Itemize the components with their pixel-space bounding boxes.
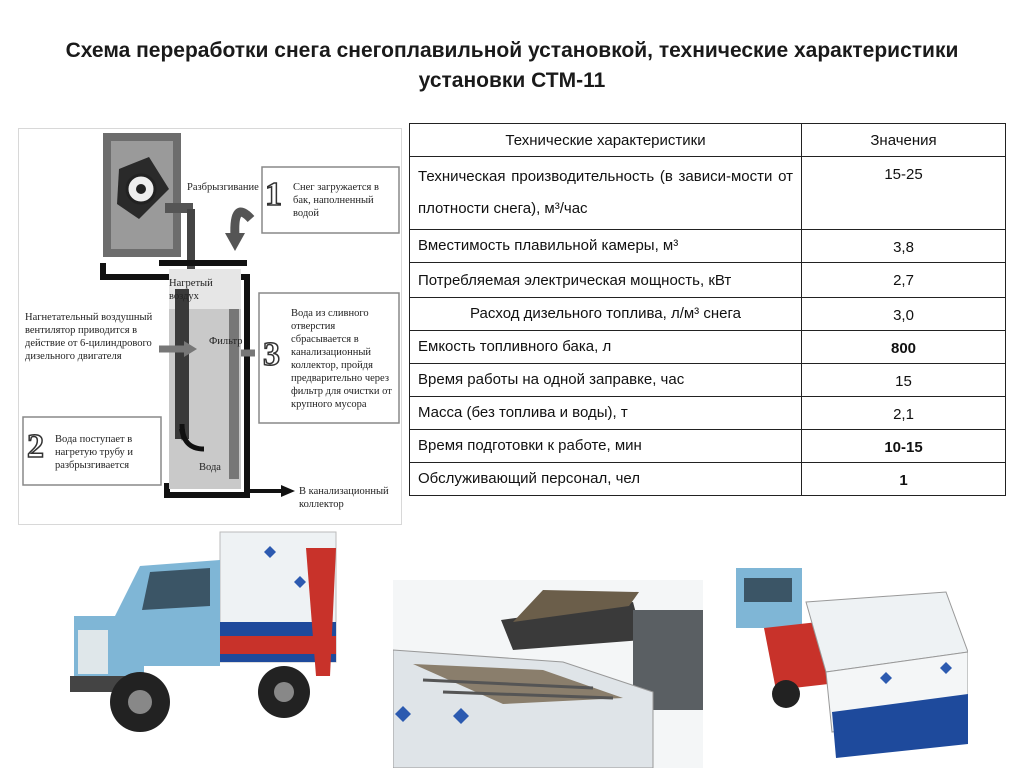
value-cell: 15-25: [802, 157, 1006, 230]
specs-table: [409, 123, 1006, 496]
table-row: [410, 364, 1006, 397]
snow-melting-diagram: [18, 128, 402, 525]
water-label: Вода: [199, 462, 221, 473]
param-cell: Обслуживающий персонал, чел: [410, 463, 802, 496]
value-cell: 10-15: [802, 430, 1006, 463]
filter-label: Фильтр: [209, 336, 243, 347]
wheel-icon: [772, 680, 800, 708]
param-cell: Потребляемая электрическая мощность, кВт: [410, 263, 802, 298]
blower-label: Нагнетательный воздушный вентилятор приводится в действие от 6-цилиндрового дизельного двигателя: [25, 312, 153, 362]
param-cell: Расход дизельного топлива, л/м³ снега: [410, 298, 802, 331]
step-3-number: 3: [263, 336, 280, 373]
step-3-text: Вода из сливного отверстия сбрасывается в канализационный коллектор, пройдя предварительно через фильтр для очистки от крупного мусора: [291, 308, 392, 410]
table-row: [410, 397, 1006, 430]
step-2-number: 2: [27, 428, 44, 465]
header-value: Значения: [802, 124, 1006, 157]
value-cell: 15: [802, 364, 1006, 397]
value-cell: 800: [802, 331, 1006, 364]
photo-loading: [393, 580, 703, 768]
spray-label: Разбрызгивание: [187, 182, 259, 193]
table-header-row: [410, 124, 1006, 157]
step-1-text: Снег загружается в бак, наполненный водой: [293, 182, 379, 219]
table-row: [410, 230, 1006, 263]
page-title: Схема переработки снега снегоплавильной установкой, технические характеристики установки СТМ-11: [65, 39, 959, 92]
param-cell: Техническая производительность (в зависи-мости от плотности снега), м³/час: [410, 157, 802, 230]
table-row: [410, 157, 1006, 230]
table-row: [410, 298, 1006, 331]
header-parameter: Технические характеристики: [410, 124, 802, 157]
heated-pipe: [175, 289, 189, 439]
param-cell: Масса (без топлива и воды), т: [410, 397, 802, 430]
step-2-text: Вода поступает в нагретую трубу и разбрызгивается: [55, 434, 134, 471]
step-1-number: 1: [265, 176, 282, 213]
photo-truck: [70, 526, 342, 738]
table-row: [410, 463, 1006, 496]
outlet-arrow-icon: [281, 485, 295, 497]
param-cell: Емкость топливного бака, л: [410, 331, 802, 364]
value-cell: 2,1: [802, 397, 1006, 430]
param-cell: Вместимость плавильной камеры, м³: [410, 230, 802, 263]
outlet-label: В канализационный коллектор: [299, 486, 389, 510]
table-row: [410, 331, 1006, 364]
table-row: [410, 430, 1006, 463]
hot-air-label: Нагретый воздух: [169, 278, 213, 302]
value-cell: 1: [802, 463, 1006, 496]
param-cell: Время подготовки к работе, мин: [410, 430, 802, 463]
value-cell: 3,8: [802, 230, 1006, 263]
value-cell: 3,0: [802, 298, 1006, 331]
table-row: [410, 263, 1006, 298]
param-cell: Время работы на одной заправке, час: [410, 364, 802, 397]
value-cell: 2,7: [802, 263, 1006, 298]
photo-unit: [736, 562, 968, 758]
